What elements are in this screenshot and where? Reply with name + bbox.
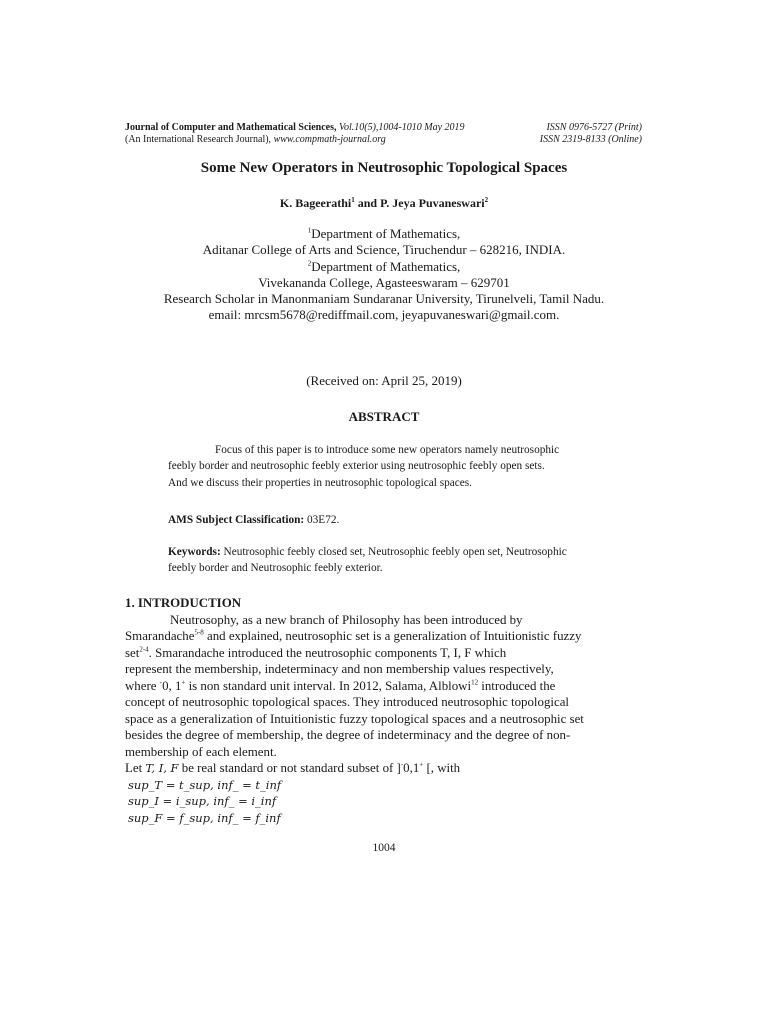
intro-line-1: Neutrosophy, as a new branch of Philosophy has been introduced by — [170, 612, 523, 627]
page-number: 1004 — [372, 842, 396, 854]
abstract-line-3: And we discuss their properties in neutrosophic topological spaces. — [168, 476, 473, 489]
abstract-line-1: Focus of this paper is to introduce some new operators namely neutrosophic — [215, 444, 560, 456]
affiliation-email: email: mrcsm5678@rediffmail.com, jeyapuvaneswari@gmail.com. — [208, 307, 560, 323]
ams-label: AMS Subject Classification: — [168, 514, 305, 526]
affiliation-dept-2: $^2$Department of Mathematics, — [307, 258, 461, 274]
journal-subtitle: (An International Research Journal), — [125, 134, 274, 145]
equation-1: sup_T = t_sup, inf_ = t_inf — [128, 777, 282, 792]
intro-line-7: space as a generalization of Intuitionistic fuzzy topological spaces and a neutrosophic set — [125, 711, 584, 726]
issn-block — [500, 122, 642, 146]
intro-line-10: Let T, I, F be real standard or not standard subset of ]-0,1+ [, with — [125, 760, 461, 775]
journal-header — [125, 122, 525, 146]
journal-url: www.compmath-journal.org — [273, 134, 386, 145]
affiliation-sup-2: 2 — [307, 259, 312, 268]
affiliation-scholar: Research Scholar in Manonmaniam Sundaranar University, Tirunelveli, Tamil Nadu. — [163, 291, 605, 307]
abstract-heading: ABSTRACT — [348, 409, 420, 424]
abstract-text — [168, 442, 600, 491]
intro-line-2: Smarandache$^{5-8}$ and explained, neutrosophic set is a generalization of Intuitionistic fuzzy — [125, 628, 582, 643]
affiliation-college-2: Vivekananda College, Agasteeswaram – 629701 — [258, 274, 510, 290]
authors-and: and — [354, 196, 381, 210]
issn-print: ISSN 0976-5727 (Print) — [546, 122, 642, 133]
paper-title: Some New Operators in Neutrosophic Topological Spaces — [200, 160, 568, 176]
volume-info: Vol.10(5),1004-1010 May 2019 — [336, 122, 465, 133]
author-1: K. Bageerathi — [279, 196, 352, 210]
affiliation-dept-1: $^1$Department of Mathematics, — [307, 226, 461, 241]
introduction-section — [125, 595, 630, 826]
intro-line-4: represent the membership, indeterminacy and non membership values respectively, — [125, 662, 554, 676]
keywords-label: Keywords: — [168, 546, 221, 558]
equation-2: sup_I = i_sup, inf_ = i_inf — [128, 794, 277, 808]
intro-line-9: membership of each element. — [125, 744, 277, 759]
affiliation-college-1: Aditanar College of Arts and Science, Tiruchendur – 628216, INDIA. — [202, 242, 566, 258]
ams-value: 03E72. — [304, 514, 340, 526]
intro-line-8: besides the degree of membership, the degree of indeterminacy and the degree of non- — [125, 728, 571, 742]
affiliations — [0, 226, 768, 324]
intro-line-3: set$^{2-4}$. Smarandache introduced the neutrosophic components T, I, F which — [125, 645, 507, 660]
authors-line — [0, 196, 768, 211]
intro-line-5: where -0, 1+ is non standard unit interval. In 2012, Salama, Alblowi$^{12}$ introduced the — [125, 678, 556, 693]
journal-name: Journal of Computer and Mathematical Sciences, — [125, 122, 337, 133]
intro-line-6: concept of neutrosophic topological spaces. They introduced neutrosophic topological — [125, 695, 570, 709]
ams-classification — [168, 512, 600, 528]
introduction-heading: 1. INTRODUCTION — [125, 596, 242, 610]
author-2-sup: 2 — [484, 196, 489, 204]
affiliation-sup-1: 1 — [307, 226, 312, 235]
received-date: (Received on: April 25, 2019) — [306, 373, 462, 388]
author-1-sup: 1 — [351, 196, 355, 204]
keywords-line-1: Neutrosophic feebly closed set, Neutrosophic feebly open set, Neutrosophic — [220, 546, 567, 558]
equation-3: sup_F = f_sup, inf_ = f_inf — [128, 810, 281, 825]
author-2: P. Jeya Puvaneswari — [380, 196, 485, 210]
keywords — [168, 544, 600, 577]
abstract-line-2: feebly border and neutrosophic feebly exterior using neutrosophic feebly open sets. — [168, 460, 545, 473]
issn-online: ISSN 2319-8133 (Online) — [539, 134, 642, 145]
keywords-line-2: feebly border and Neutrosophic feebly exterior. — [168, 562, 383, 575]
